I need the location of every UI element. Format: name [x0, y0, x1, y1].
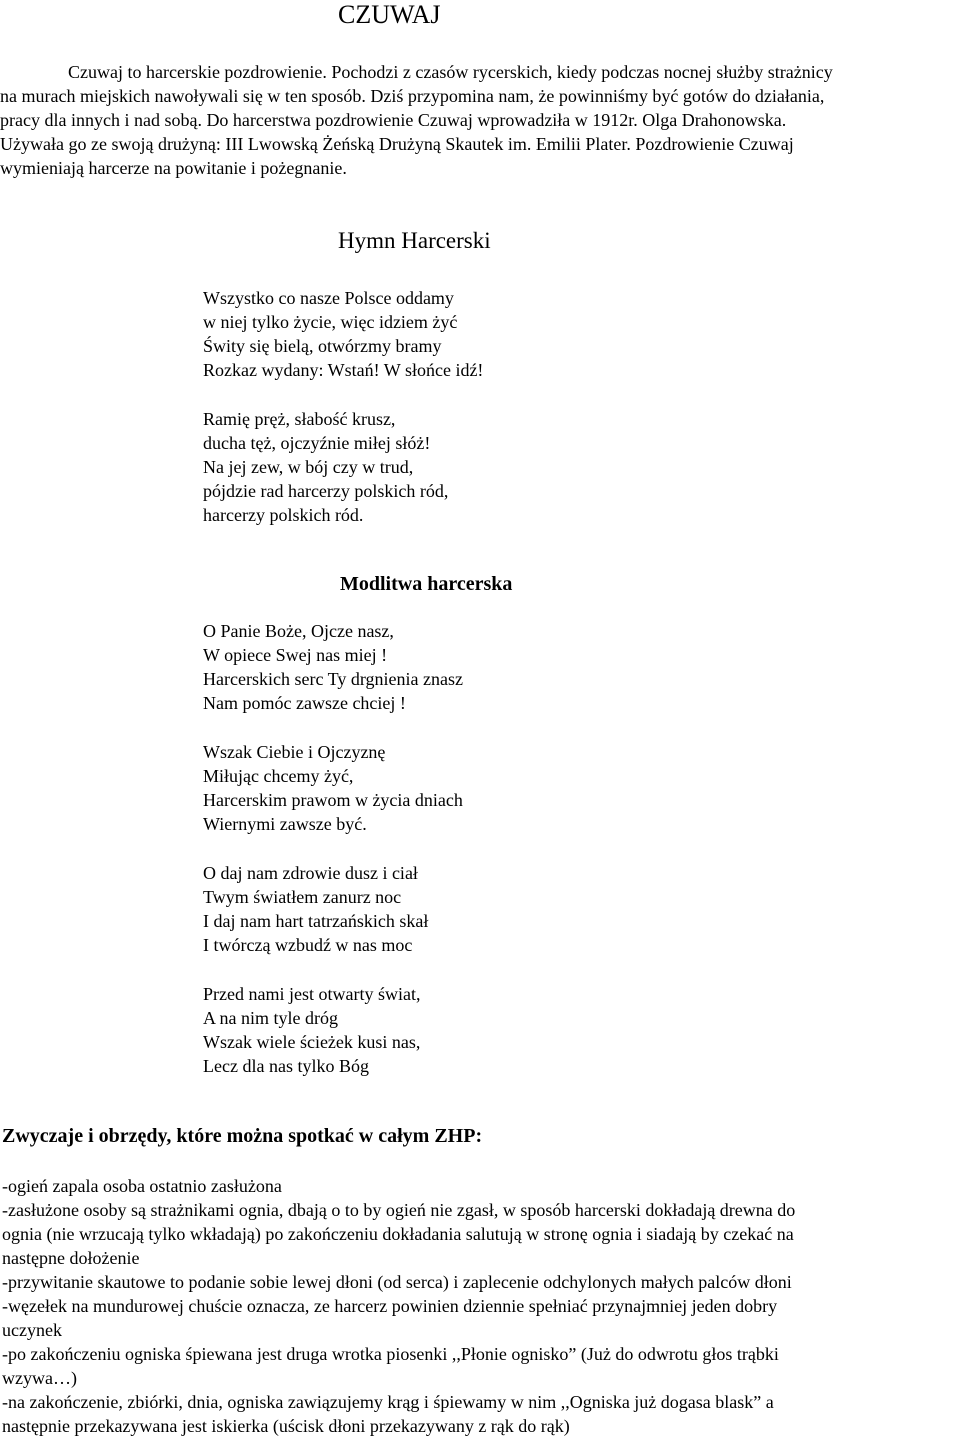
- list-item: -ogień zapala osoba ostatnio zasłużona: [2, 1176, 282, 1196]
- verse-line: Wszystko co nasze Polsce oddamy: [203, 288, 454, 308]
- list-item: -po zakończeniu ogniska śpiewana jest druga wrotka piosenki ,,Płonie ognisko” (Już do odwrotu głos trąbki: [2, 1344, 779, 1364]
- list-item: wzywa…): [2, 1368, 77, 1388]
- verse-line: Harcerskim prawom w życia dniach: [203, 790, 463, 810]
- verse-line: O daj nam zdrowie dusz i ciał: [203, 863, 418, 883]
- verse-line: Świty się bielą, otwórzmy bramy: [203, 336, 442, 356]
- verse-line: Twym światłem zanurz noc: [203, 887, 402, 907]
- hymn-title: Hymn Harcerski: [338, 228, 491, 253]
- intro-line: na murach miejskich nawoływali się w ten sposób. Dziś przypomina nam, że powinniśmy być gotów do działania,: [0, 86, 825, 106]
- intro-line: Używała go ze swoją drużyną: III Lwowską Żeńską Drużyną Skautek im. Emilii Plater. Pozdrowienie Czuwaj: [0, 134, 794, 154]
- list-item: uczynek: [2, 1320, 62, 1340]
- customs-heading: Zwyczaje i obrzędy, które można spotkać w całym ZHP:: [2, 1125, 483, 1147]
- list-item: ognia (nie wrzucają tylko wkładają) po zakończeniu dokładania salutują w stronę ognia i siadają by czekać na: [2, 1224, 794, 1244]
- verse-line: Rozkaz wydany: Wstań! W słońce idź!: [203, 360, 484, 380]
- verse-line: W opiece Swej nas miej !: [203, 645, 388, 665]
- list-item: następnie przekazywana jest iskierka (uścisk dłoni przekazywany z rąk do rąk): [2, 1416, 570, 1436]
- verse-line: Nam pomóc zawsze chciej !: [203, 693, 406, 713]
- page-title: CZUWAJ: [338, 0, 441, 29]
- list-item: -zasłużone osoby są strażnikami ognia, dbają o to by ogień nie zgasł, w sposób harcerski dokładają drewna do: [2, 1200, 796, 1220]
- verse-line: A na nim tyle dróg: [203, 1008, 338, 1028]
- list-item: następne dołożenie: [2, 1248, 140, 1268]
- verse-line: I twórczą wzbudź w nas moc: [203, 935, 413, 955]
- intro-line: Czuwaj to harcerskie pozdrowienie. Pochodzi z czasów rycerskich, kiedy podczas nocnej służby strażnicy: [68, 62, 833, 82]
- verse-line: w niej tylko życie, więc idziem żyć: [203, 312, 458, 332]
- intro-line: pracy dla innych i nad sobą. Do harcerstwa pozdrowienie Czuwaj wprowadziła w 1912r. Olga Drahonowska.: [0, 110, 787, 130]
- list-item: -na zakończenie, zbiórki, dnia, ogniska zawiązujemy krąg i śpiewamy w nim ,,Ogniska już dogasa blask” a: [2, 1392, 774, 1412]
- verse-line: harcerzy polskich ród.: [203, 505, 364, 525]
- list-item: -węzełek na mundurowej chuście oznacza, ze harcerz powinien dziennie spełniać przynajmniej jeden dobry: [2, 1296, 778, 1316]
- verse-line: I daj nam hart tatrzańskich skał: [203, 911, 429, 931]
- intro-line: wymieniają harcerze na powitanie i pożegnanie.: [0, 158, 347, 178]
- list-item: -przywitanie skautowe to podanie sobie lewej dłoni (od serca) i zaplecenie odchylonych małych palców dłoni: [2, 1272, 792, 1292]
- verse-line: Lecz dla nas tylko Bóg: [203, 1056, 369, 1076]
- verse-line: ducha tęż, ojczyźnie miłej słóż!: [203, 433, 431, 453]
- verse-line: Ramię pręż, słabość krusz,: [203, 409, 396, 429]
- verse-line: Miłując chcemy żyć,: [203, 766, 354, 786]
- verse-line: Wszak Ciebie i Ojczyznę: [203, 742, 386, 762]
- verse-line: pójdzie rad harcerzy polskich ród,: [203, 481, 449, 501]
- prayer-title: Modlitwa harcerska: [340, 573, 513, 595]
- verse-line: Przed nami jest otwarty świat,: [203, 984, 421, 1004]
- verse-line: O Panie Boże, Ojcze nasz,: [203, 621, 394, 641]
- verse-line: Na jej zew, w bój czy w trud,: [203, 457, 414, 477]
- verse-line: Wszak wiele ścieżek kusi nas,: [203, 1032, 421, 1052]
- verse-line: Wiernymi zawsze być.: [203, 814, 367, 834]
- verse-line: Harcerskich serc Ty drgnienia znasz: [203, 669, 463, 689]
